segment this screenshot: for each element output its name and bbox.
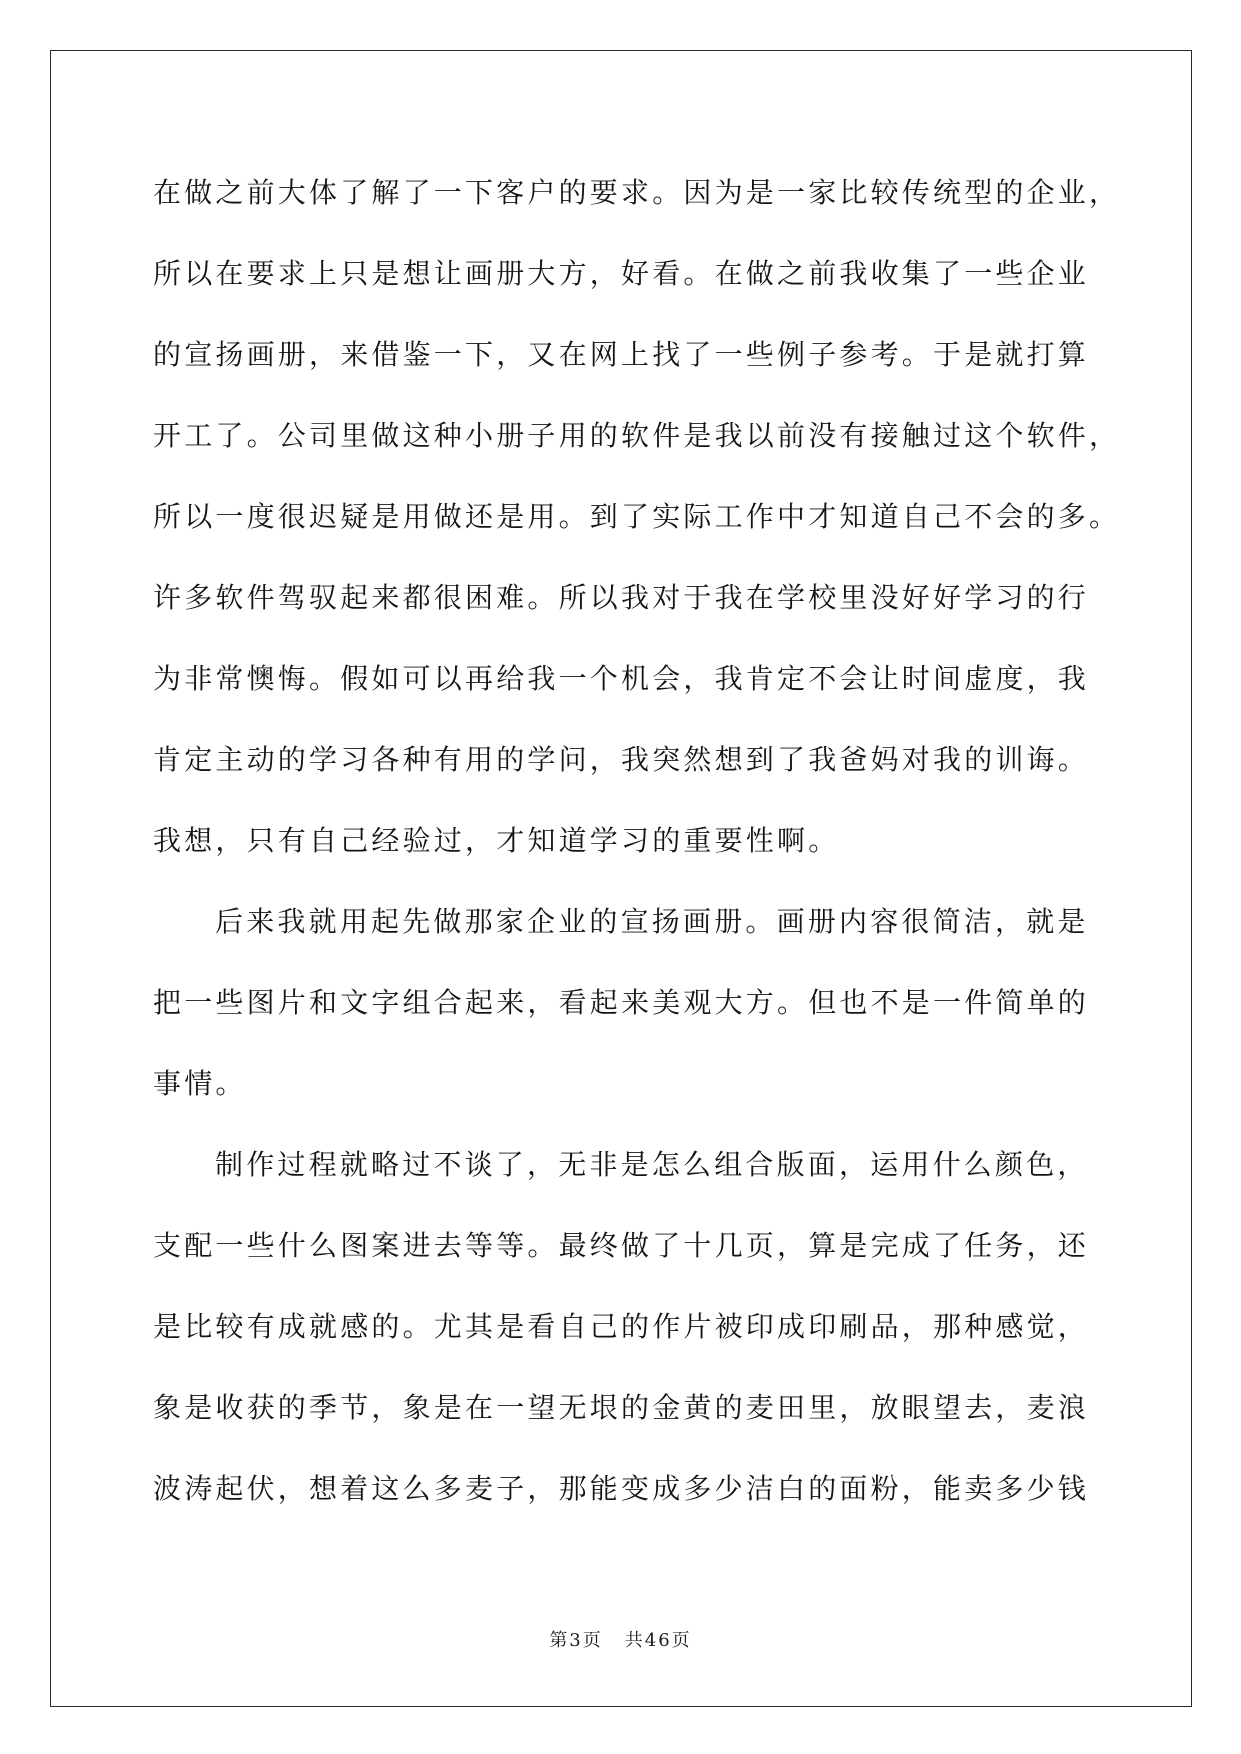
text-line: 在做之前大体了解了一下客户的要求。因为是一家比较传统型的企业，	[153, 176, 1121, 209]
total-pages: 共46页	[624, 1630, 692, 1651]
text-line: 我想，只有自己经验过，才知道学习的重要性啊。	[153, 824, 840, 857]
paragraph-2	[153, 881, 1163, 1124]
text-line: 是比较有成就感的。尤其是看自己的作片被印成印刷品，那种感觉，	[153, 1310, 1090, 1343]
text-line: 所以一度很迟疑是用做还是用。到了实际工作中才知道自己不会的多。	[153, 500, 1121, 533]
paragraph-3	[153, 1124, 1163, 1529]
text-line: 支配一些什么图案进去等等。最终做了十几页，算是完成了任务，还	[153, 1229, 1090, 1262]
text-line: 把一些图片和文字组合起来，看起来美观大方。但也不是一件简单的	[153, 986, 1090, 1019]
page-number: 第3页	[549, 1630, 603, 1651]
text-line: 象是收获的季节，象是在一望无垠的金黄的麦田里，放眼望去，麦浪	[153, 1391, 1090, 1424]
document-body	[153, 152, 1163, 1529]
text-line: 波涛起伏，想着这么多麦子，那能变成多少洁白的面粉，能卖多少钱	[153, 1472, 1090, 1505]
text-line: 制作过程就略过不谈了，无非是怎么组合版面，运用什么颜色，	[215, 1148, 1089, 1181]
text-line: 所以在要求上只是想让画册大方，好看。在做之前我收集了一些企业	[153, 257, 1090, 290]
text-line: 后来我就用起先做那家企业的宣扬画册。画册内容很简洁，就是	[215, 905, 1089, 938]
text-line: 肯定主动的学习各种有用的学问，我突然想到了我爸妈对我的训诲。	[153, 743, 1090, 776]
text-line: 为非常懊悔。假如可以再给我一个机会，我肯定不会让时间虚度，我	[153, 662, 1090, 695]
text-line: 开工了。公司里做这种小册子用的软件是我以前没有接触过这个软件，	[153, 419, 1121, 452]
paragraph-1	[153, 152, 1163, 881]
text-line: 事情。	[153, 1067, 247, 1100]
text-line: 许多软件驾驭起来都很困难。所以我对于我在学校里没好好学习的行	[153, 581, 1090, 614]
text-line: 的宣扬画册，来借鉴一下，又在网上找了一些例子参考。于是就打算	[153, 338, 1090, 371]
page-footer	[0, 1628, 1241, 1654]
